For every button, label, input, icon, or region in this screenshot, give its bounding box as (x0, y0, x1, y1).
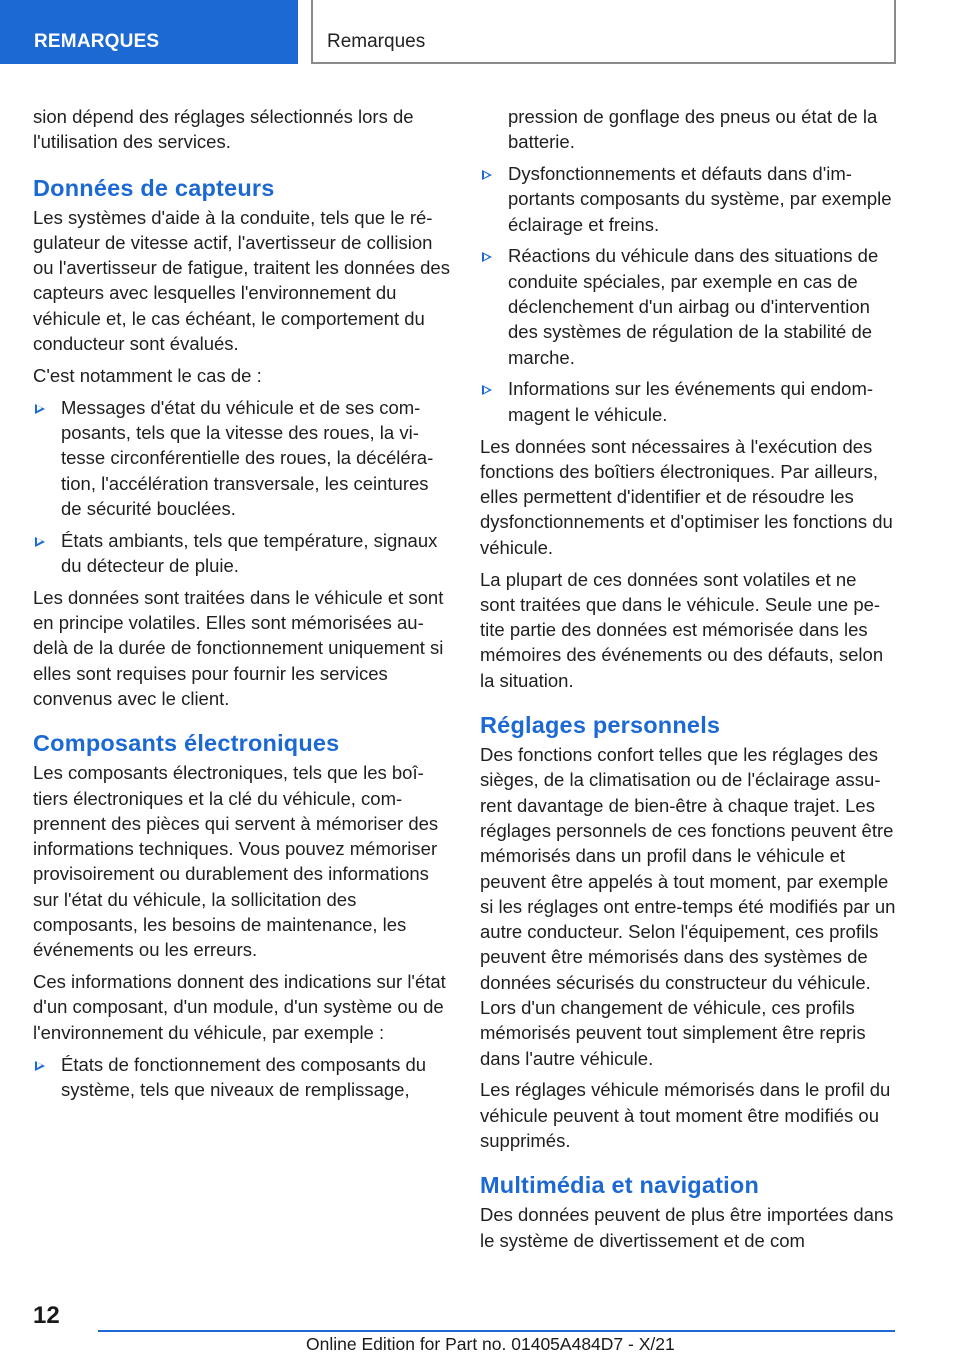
page-number: 12 (33, 1302, 60, 1329)
electronics-bullet-list-continued (480, 161, 896, 427)
list-item-text: Messages d'état du véhicule et de ses composants, tels que la vitesse des roues, la vitesse circonférentielle des roues, la décélération, l'accélération transversale, les ceintures de sécurité bouclées. (61, 396, 434, 519)
electronics-bullet-list (33, 1052, 451, 1103)
heading-personal-settings: Réglages personnels (480, 712, 721, 739)
list-item (480, 161, 896, 237)
footer-edition-text: Online Edition for Part no. 01405A484D7 - X/21 (306, 1334, 675, 1354)
heading-electronic-components: Composants électroniques (33, 730, 340, 757)
personal-paragraph-1: Des fonctions confort telles que les réglages des sièges, de la climatisation ou de l'éclairage assurent davantage de bien-être à chaque trajet. Les réglages personnels de ces fonctions peuvent être mémorisés dans un profil dans le véhicule et peuvent être appelés à tout moment, par exemple si les réglages ont entre-temps été modifiés par un autre conducteur. Selon l'équipement, ces profils peuvent être mémorisés dans des systèmes de données sécurisés du constructeur du véhicule. Lors d'un changement de véhicule, ces profils mémorisés peuvent tout simplement être repris dans l'autre véhicule. (480, 744, 896, 1069)
left-column (33, 104, 451, 1109)
intro-paragraph: sion dépend des réglages sélectionnés lors de l'utilisation des services. (33, 106, 414, 153)
sensor-paragraph-1: Les systèmes d'aide à la conduite, tels que le régulateur de vitesse actif, l'avertisseur de collision ou l'avertisseur de fatigue, traitent les données des capteurs avec lesquelles l'environnement du véhicule et, le cas échéant, le comportement du conducteur sont évalués. (33, 206, 450, 355)
list-item (33, 395, 451, 521)
triangle-bullet-icon (35, 404, 45, 414)
sensor-paragraph-3: Les données sont traitées dans le véhicule et sont en principe volatiles. Elles sont mémorisées au-delà de la durée de fonctionnement uniquement si elles sont requises pour fournir les services convenus avec le client. (33, 586, 444, 709)
list-item-text: États ambiants, tels que température, signaux du détecteur de pluie. (61, 529, 438, 576)
electronics-paragraph-1: Les composants électroniques, tels que les boîtiers électroniques et la clé du véhicule, comprennent des pièces qui servent à mémoriser des informations techniques. Vous pouvez mémoriser provisoirement ou durablement des informations sur l'état du véhicule, la sollicitation des composants, les besoins de maintenance, les événements ou les erreurs. (33, 762, 439, 961)
list-item (480, 376, 896, 427)
list-item-text: Dysfonctionnements et défauts dans d'importants composants du système, par exemple éclairage et freins. (508, 163, 892, 235)
triangle-bullet-icon (482, 170, 492, 180)
triangle-bullet-icon (482, 252, 492, 262)
heading-sensor-data: Données de capteurs (33, 174, 275, 201)
triangle-bullet-icon (482, 385, 492, 395)
data-paragraph-2: La plupart de ces données sont volatiles et ne sont traitées que dans le véhicule. Seule une petite partie des données est mémorisée dans les mémoires des événements ou des défauts, selon la situation. (480, 568, 884, 691)
right-column (480, 104, 896, 1259)
electronics-paragraph-2: Ces informations donnent des indications sur l'état d'un composant, d'un module, d'un système ou de l'environnement du véhicule, par exemple : (33, 971, 446, 1043)
list-item-text: Informations sur les événements qui endommagent le véhicule. (508, 378, 874, 425)
bullet-continuation: pression de gonflage des pneus ou état de la batterie. (508, 106, 878, 153)
list-item-text: États de fonctionnement des composants du système, tels que niveaux de remplissage, (61, 1053, 427, 1100)
triangle-bullet-icon (35, 1061, 45, 1071)
list-item-text: Réactions du véhicule dans des situations de conduite spéciales, par exemple en cas de déclenchement d'un airbag ou d'intervention des systèmes de régulation de la stabilité de marche. (508, 245, 879, 368)
triangle-bullet-icon (35, 537, 45, 547)
heading-multimedia-navigation: Multimédia et navigation (480, 1172, 759, 1199)
footer-divider (98, 1330, 895, 1332)
sensor-paragraph-2: C'est notamment le cas de : (33, 364, 262, 386)
list-item (33, 1052, 451, 1103)
header-section-tab: REMARQUES (0, 0, 298, 64)
multimedia-paragraph-1: Des données peuvent de plus être importées dans le système de divertissement et de com (480, 1204, 894, 1251)
personal-paragraph-2: Les réglages véhicule mémorisés dans le profil du véhicule peuvent à tout moment être modifiés ou supprimés. (480, 1079, 891, 1151)
list-item (480, 243, 896, 369)
header-section-title: Remarques (311, 0, 896, 64)
data-paragraph-1: Les données sont nécessaires à l'exécution des fonctions des boîtiers électroniques. Par ailleurs, elles permettent d'identifier et de résoudre les dysfonctionnements et d'optimiser les fonctions du véhicule. (480, 435, 893, 558)
list-item (33, 528, 451, 579)
sensor-bullet-list (33, 395, 451, 579)
